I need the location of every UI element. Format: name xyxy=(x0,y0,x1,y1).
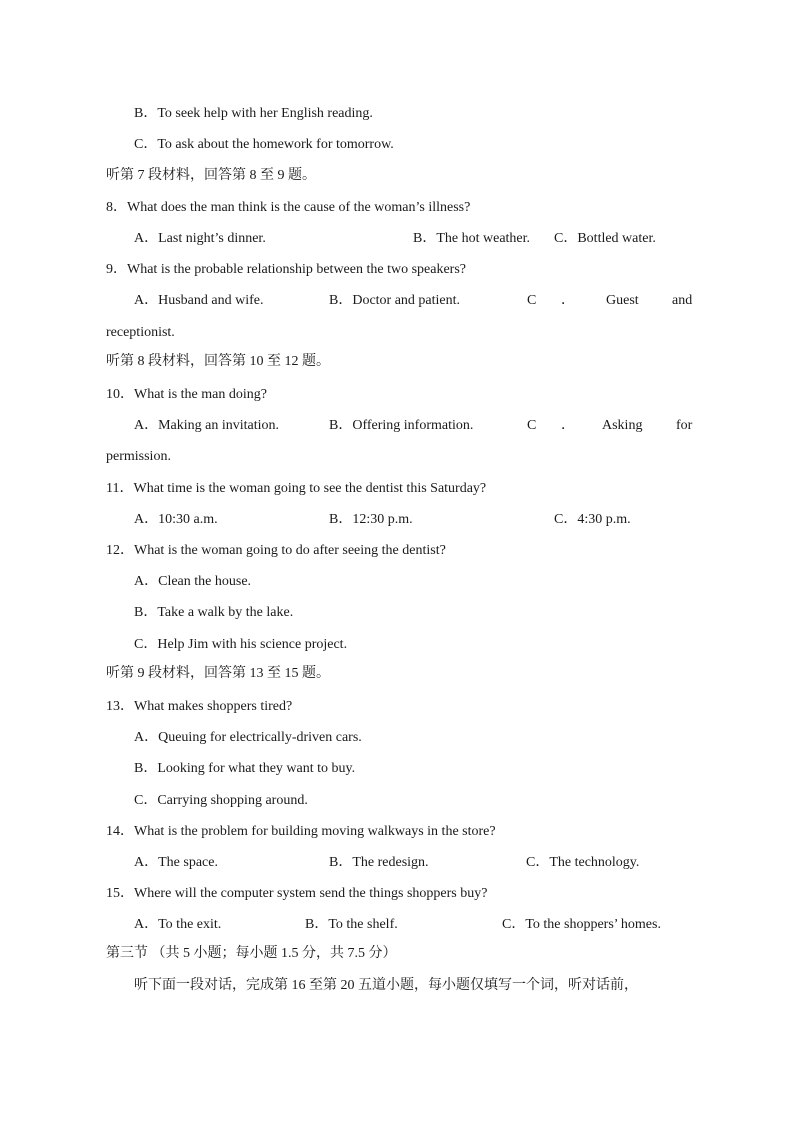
section-heading: 听第 8 段材料，回答第 10 至 12 题。 xyxy=(106,354,330,369)
option-a: A．The space. xyxy=(134,855,218,870)
question-11: 11．What time is the woman going to see the dentist this Saturday? xyxy=(106,481,487,496)
option-c-dot: ． xyxy=(561,418,575,433)
instructions-text: 听下面一段对话，完成第 16 至第 20 五道小题，每小题仅填写一个词，听对话前， xyxy=(134,978,638,993)
option-c: C．4:30 p.m. xyxy=(554,512,631,527)
option-a: A．Queuing for electrically-driven cars. xyxy=(134,730,362,745)
option-b: B．12:30 p.m. xyxy=(329,512,413,527)
question-12: 12．What is the woman going to do after seeing the dentist? xyxy=(106,543,446,558)
option-c: C．Carrying shopping around. xyxy=(134,793,308,808)
question-8: 8．What does the man think is the cause of the woman’s illness? xyxy=(106,200,471,215)
option-b: B．Doctor and patient. xyxy=(329,293,461,308)
section-3-heading: 第三节 （共 5 小题；每小题 1.5 分，共 7.5 分） xyxy=(106,946,397,961)
question-14: 14．What is the problem for building moving walkways in the store? xyxy=(106,824,496,839)
option-c-word: Asking xyxy=(602,418,643,433)
option-c-word: Guest xyxy=(606,293,639,308)
question-13: 13．What makes shoppers tired? xyxy=(106,699,293,714)
option-b: B．The redesign. xyxy=(329,855,429,870)
option-b: B．To the shelf. xyxy=(305,917,398,932)
option-c-letter: C xyxy=(527,418,537,433)
option-b: B．The hot weather. xyxy=(413,231,531,246)
section-heading: 听第 9 段材料，回答第 13 至 15 题。 xyxy=(106,666,330,681)
option-b: B．Offering information. xyxy=(329,418,474,433)
option-c: C．The technology. xyxy=(526,855,640,870)
question-10: 10．What is the man doing? xyxy=(106,387,267,402)
option-a: A．Clean the house. xyxy=(134,574,252,589)
option-b: B．Take a walk by the lake. xyxy=(134,605,294,620)
option-a: A．10:30 a.m. xyxy=(134,512,218,527)
option-c-word: and xyxy=(672,293,693,308)
option-c: C．To the shoppers’ homes. xyxy=(502,917,661,932)
option-a: A．Husband and wife. xyxy=(134,293,264,308)
option-c: C．Bottled water. xyxy=(554,231,656,246)
section-heading: 听第 7 段材料，回答第 8 至 9 题。 xyxy=(106,168,316,183)
option-a: A．To the exit. xyxy=(134,917,222,932)
option-c-word: for xyxy=(676,418,693,433)
question-15: 15．Where will the computer system send the things shoppers buy? xyxy=(106,886,488,901)
option-b: B．Looking for what they want to buy. xyxy=(134,761,356,776)
option-c-continuation: permission. xyxy=(106,449,171,464)
option-c-dot: ． xyxy=(561,293,575,308)
option-b: B．To seek help with her English reading. xyxy=(134,106,373,121)
question-9: 9．What is the probable relationship between the two speakers? xyxy=(106,262,466,277)
option-c-letter: C xyxy=(527,293,537,308)
option-a: A．Making an invitation. xyxy=(134,418,280,433)
option-a: A．Last night’s dinner. xyxy=(134,231,266,246)
option-c-continuation: receptionist. xyxy=(106,325,175,340)
option-c: C．Help Jim with his science project. xyxy=(134,637,348,652)
option-c: C．To ask about the homework for tomorrow. xyxy=(134,137,394,152)
